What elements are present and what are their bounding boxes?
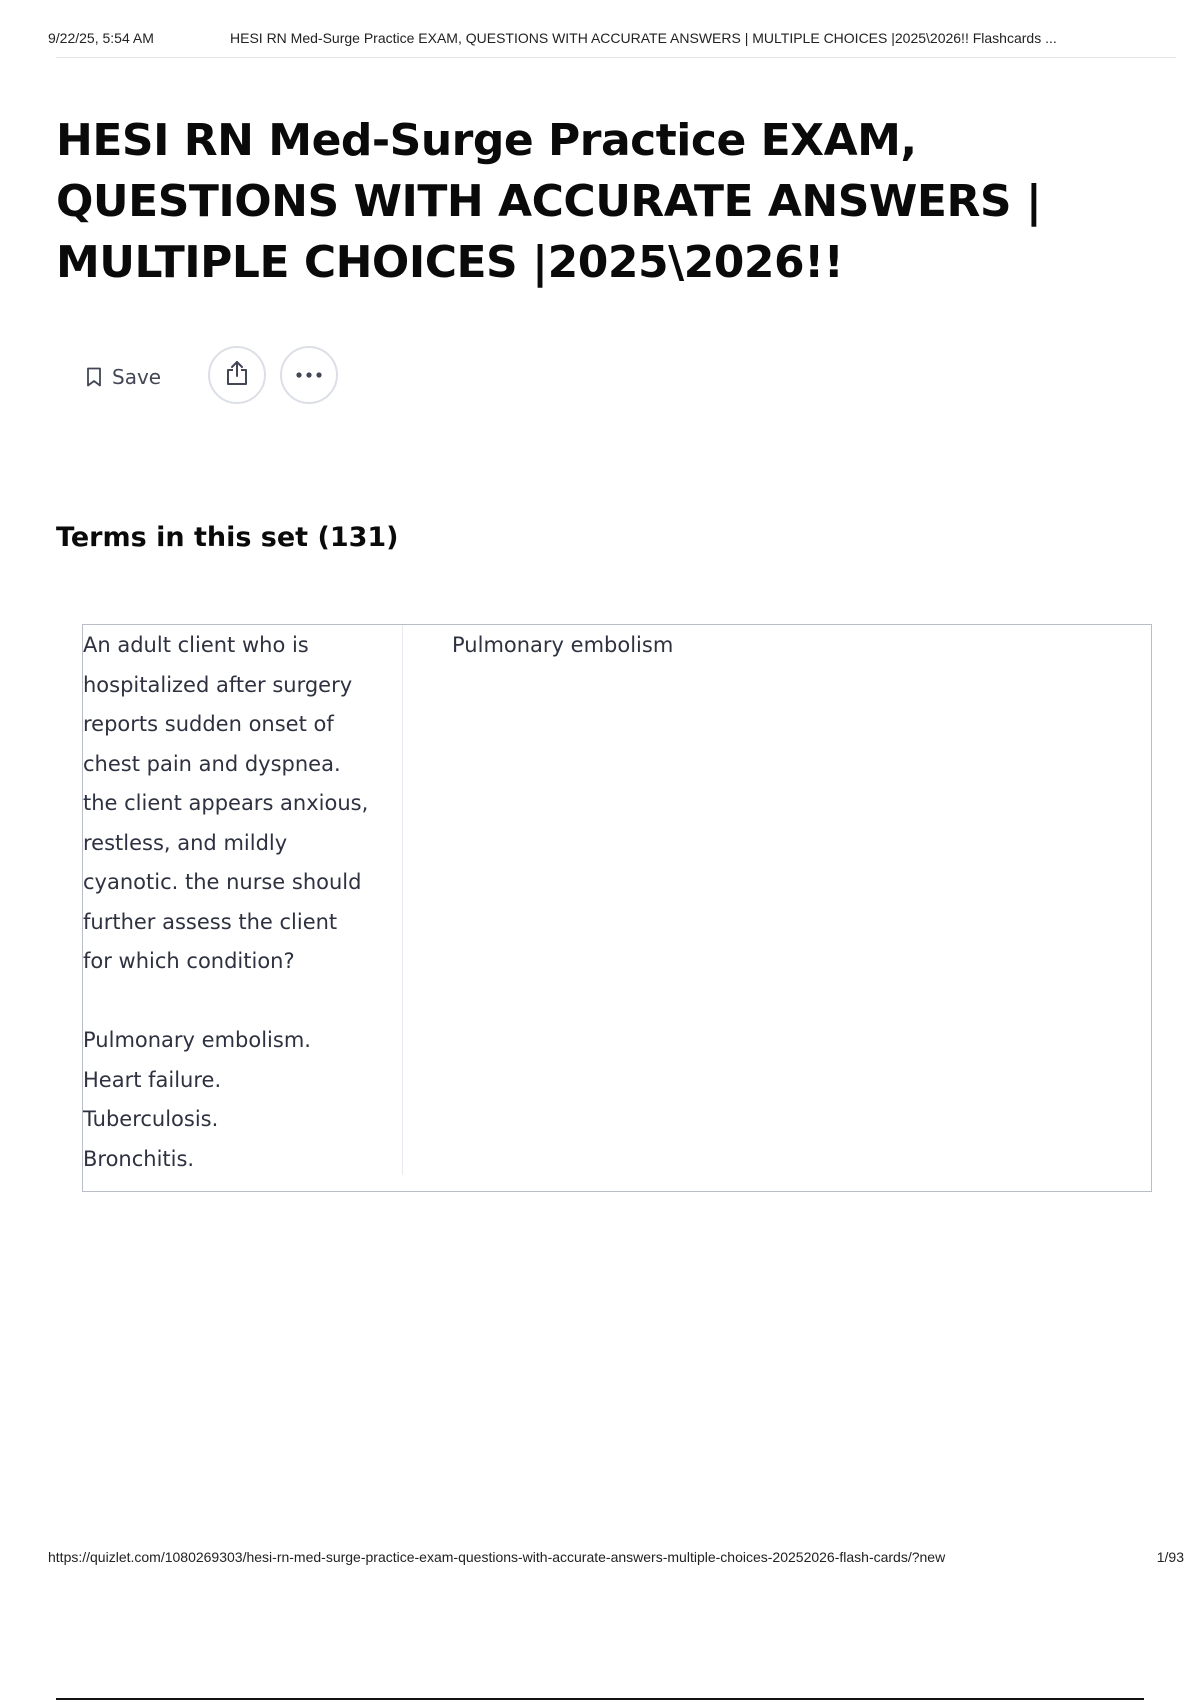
print-header [48, 28, 1178, 50]
share-button[interactable] [208, 346, 266, 404]
term-option: Bronchitis. [83, 1146, 195, 1171]
term-spacer [83, 982, 402, 1022]
bookmark-icon [86, 367, 102, 387]
term-side [83, 625, 403, 1175]
print-datetime: 9/22/25, 5:54 AM [48, 30, 154, 46]
term-question: An adult client who is hospitalized after surgery reports sudden onset of chest pain and dyspnea. the client appears anxious, restless, and mildly cyanotic. the nurse should further assess the client for which condition? [83, 633, 369, 973]
print-document-title: HESI RN Med-Surge Practice EXAM, QUESTIONS WITH ACCURATE ANSWERS | MULTIPLE CHOICES |2025\2026!! Flashcards ... [230, 30, 1057, 46]
header-divider [56, 57, 1176, 58]
print-url: https://quizlet.com/1080269303/hesi-rn-med-surge-practice-exam-questions-with-accurate-answers-multiple-choices-20252026-flash-cards/?new [48, 1549, 946, 1565]
share-icon [224, 359, 250, 392]
page-indicator: 1/93 [1156, 1549, 1184, 1565]
save-button[interactable] [70, 360, 177, 394]
term-definition: Pulmonary embolism [452, 633, 674, 657]
page-title: HESI RN Med-Surge Practice EXAM, QUESTIONS WITH ACCURATE ANSWERS | MULTIPLE CHOICES |2025\2026!! [56, 115, 1042, 288]
more-options-button[interactable] [280, 346, 338, 404]
term-option: Tuberculosis. [83, 1107, 219, 1131]
terms-heading: Terms in this set (131) [56, 522, 399, 553]
term-card[interactable] [82, 624, 1152, 1192]
save-button-label: Save [112, 365, 162, 389]
more-horizontal-icon [295, 366, 323, 384]
term-option: Pulmonary embolism. [83, 1028, 311, 1052]
print-footer [48, 1549, 1184, 1569]
term-option: Heart failure. [83, 1067, 222, 1092]
